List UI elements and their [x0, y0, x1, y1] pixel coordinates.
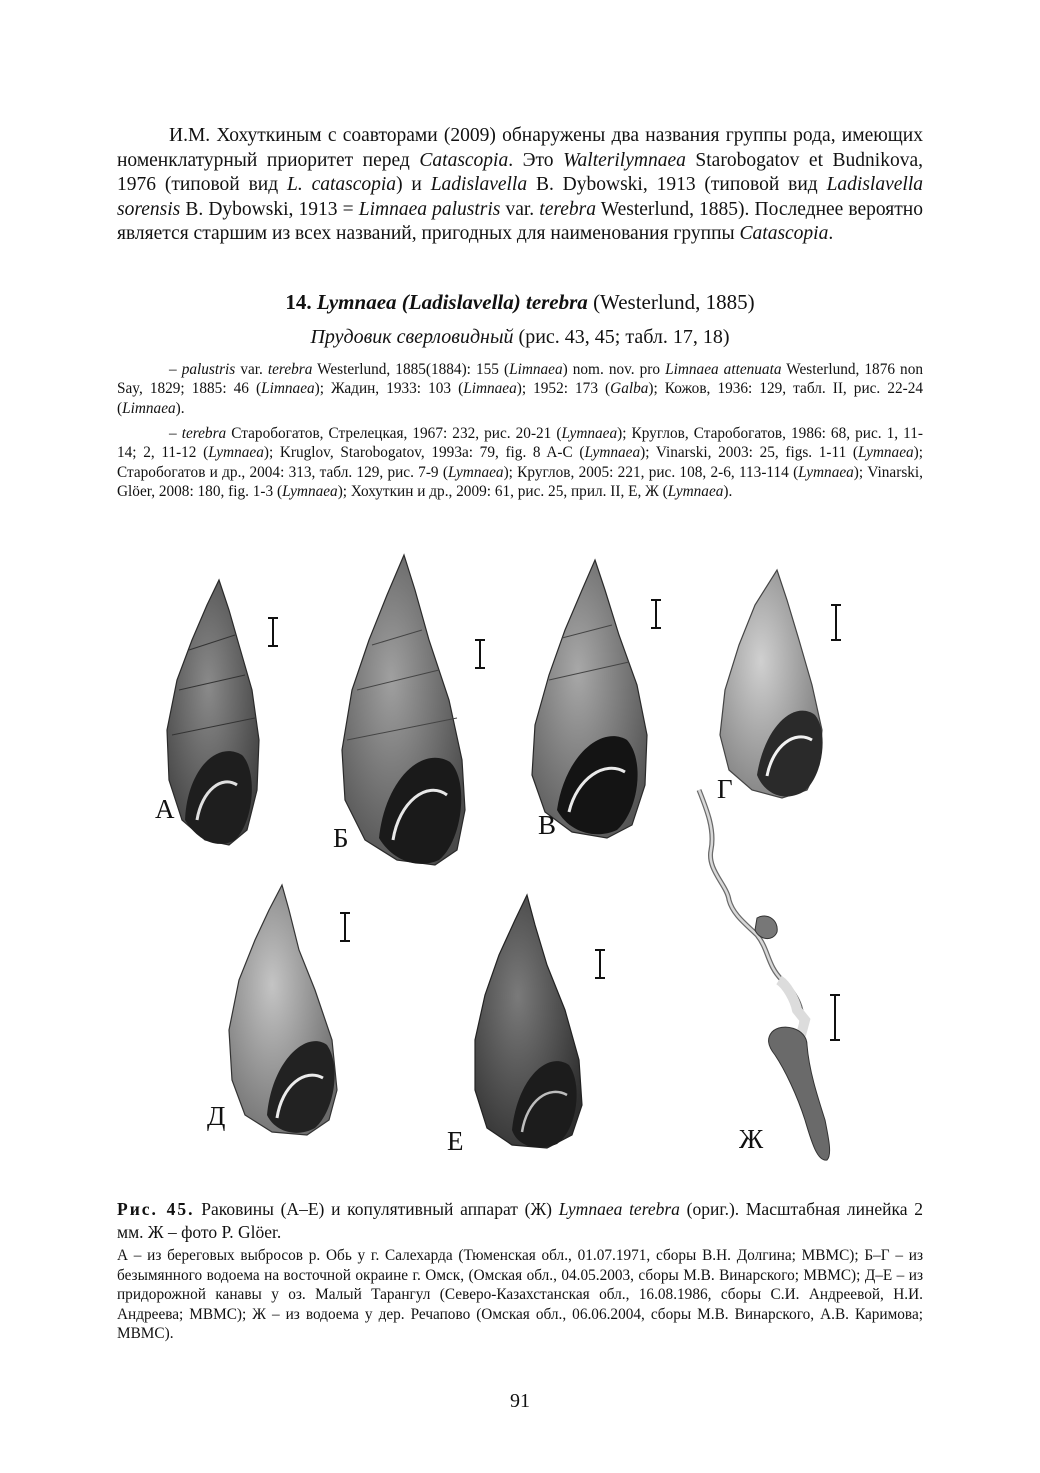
- figure-45: [117, 540, 923, 1190]
- taxon-name: palustris: [181, 361, 236, 378]
- taxon-name: Lymnaea: [208, 444, 264, 462]
- taxon-name: Limnaea: [463, 380, 517, 398]
- taxon-name: terebra: [267, 361, 313, 378]
- figure-material-details: А – из береговых выбросов р. Обь у г. Салехарда (Тюменская обл., 01.07.1971, сборы В.Н. Долгина; МВМС); Б–Г – из безымянного водоема на восточной окраине г. Омск, (Омская обл., 04.05.2003, сборы М.В. Винарского; МВМС); Д–Е – из придорожной канавы у оз. Малый Тарангул (Северо-Казахстанская обл., 16.08.1986, сборы С.И. Андреевой, Н.И. Андреева; МВМС); Ж – из водоема у дер. Речапово (Омская обл., 06.06.2004, сборы М.В. Винарского, А.В. Каримова; МВМС).: [117, 1247, 923, 1342]
- text-run: ) и: [396, 174, 431, 196]
- text-run: Westerlund, 1885(1884): 155 (: [312, 361, 510, 378]
- text-run: ); Старобогатов и др., 2004: 313, табл. 129, рис. 7-9 (: [117, 444, 923, 481]
- species-heading: [0, 290, 1040, 315]
- taxon-name: Lymnaea: [447, 463, 504, 481]
- text-run: И.М. Хохуткиным с соавторами (2009) обнаружены два названия группы рода, имеющих номенклатурный приоритет перед: [117, 125, 923, 171]
- text-run: . Это: [508, 149, 564, 171]
- text-run: ); Жадин, 1933: 103 (: [314, 380, 464, 398]
- shell-e: [475, 895, 582, 1148]
- common-name: Прудовик сверловидный: [310, 326, 514, 348]
- shell-d: [229, 885, 337, 1135]
- synonymy-entry-palustris: [117, 360, 923, 418]
- text-run: Starobogatov et Budnikova, 1976 (типовой вид: [117, 149, 923, 196]
- label-b: Б: [333, 823, 349, 853]
- label-v: В: [538, 810, 557, 840]
- copulatory-apparatus-zh: [699, 790, 830, 1160]
- text-run: ); Кожов, 1936: 129, табл. II, рис. 22-24 (: [117, 380, 924, 417]
- text-run: ); Kruglov, Starobogatov, 1993a: 79, fig. 8 A-C (: [263, 444, 585, 462]
- taxon-name: Limnaea: [122, 399, 176, 417]
- text-run: –: [169, 361, 182, 378]
- label-e: Е: [447, 1126, 464, 1156]
- figure-references: (рис. 43, 45; табл. 17, 18): [518, 326, 730, 348]
- taxon-name: Lymnaea: [667, 483, 724, 501]
- text-run: .: [828, 223, 834, 245]
- text-run: Раковины (А–Е) и копулятивный аппарат (Ж): [194, 1199, 559, 1219]
- scale-bar-b: [475, 640, 485, 668]
- taxon-name: terebra: [539, 198, 596, 220]
- taxon-name: Galba: [610, 380, 649, 398]
- taxon-name: Walterilymnaea: [563, 149, 686, 171]
- taxon-name: Limnaea palustris: [358, 198, 501, 220]
- text-run: ); Хохуткин и др., 2009: 61, рис. 25, прил. II, Е, Ж (: [337, 483, 668, 501]
- text-run: var.: [235, 361, 268, 378]
- synonymy-entry-terebra: [117, 424, 923, 502]
- shell-a: [167, 580, 259, 845]
- text-run: ).: [723, 483, 733, 501]
- text-run: Старобогатов, Стрелецкая, 1967: 232, рис. 20-21 (: [226, 425, 562, 442]
- scale-bar-v: [651, 600, 661, 628]
- species-author: (Westerlund, 1885): [593, 290, 755, 314]
- text-run: B. Dybowski, 1913 (типовой вид: [527, 174, 827, 196]
- figure-caption: [117, 1198, 923, 1244]
- text-run: Westerlund, 1885). Последнее вероятно является старшим из всех названий, пригодных для наименования группы: [117, 198, 923, 245]
- label-d: Д: [207, 1101, 226, 1131]
- species-number: 14.: [285, 290, 312, 314]
- text-run: ); Vinarski, Glöer, 2008: 180, fig. 1-3 (: [117, 463, 923, 501]
- scale-bar-e: [595, 950, 605, 978]
- text-run: var.: [500, 198, 540, 220]
- scale-bar-a: [268, 618, 278, 646]
- taxon-name: terebra: [181, 425, 227, 442]
- text-run: (ориг.). Масштабная линейка 2 мм. Ж – фото P. Glöer.: [117, 1199, 923, 1242]
- text-run: B. Dybowski, 1913 =: [180, 198, 359, 220]
- label-g: Г: [717, 774, 733, 804]
- taxon-name: Lymnaea: [561, 425, 618, 442]
- taxon-name: Limnaea: [509, 361, 563, 378]
- scale-bar-g: [831, 605, 841, 640]
- taxon-name: Limnaea: [261, 380, 315, 398]
- label-a: А: [155, 794, 175, 824]
- taxon-name: Lymnaea terebra: [558, 1199, 680, 1219]
- scale-bar-zh: [830, 995, 840, 1040]
- text-run: Westerlund, 1876 non Say, 1829; 1885: 46 (: [117, 361, 923, 398]
- shell-v: [532, 560, 647, 838]
- page-number: 91: [510, 1390, 530, 1412]
- intro-paragraph: [117, 124, 923, 247]
- text-run: –: [169, 425, 182, 442]
- taxon-name: L. catascopia: [287, 174, 397, 196]
- species-subheading: [0, 326, 1040, 349]
- text-run: ) nom. nov. pro: [562, 361, 666, 378]
- label-zh: Ж: [739, 1124, 764, 1154]
- taxon-name: Lymnaea: [282, 483, 338, 501]
- species-name: Lymnaea (Ladislavella) terebra: [316, 290, 588, 314]
- taxon-name: Lymnaea: [858, 444, 914, 462]
- text-run: ); Vinarski, 2003: 25, figs. 1-11 (: [640, 444, 859, 462]
- taxon-name: Lymnaea: [798, 463, 854, 481]
- shell-b: [342, 555, 465, 865]
- text-run: ).: [175, 399, 185, 417]
- taxon-name: Limnaea attenuata: [665, 361, 782, 378]
- caption-lead: Рис. 45.: [117, 1199, 195, 1219]
- shell-g: [720, 570, 823, 798]
- text-run: ); 1952: 173 (: [516, 380, 611, 398]
- taxon-name: Lymnaea: [584, 444, 641, 462]
- taxon-name: Ladislavella: [430, 174, 528, 196]
- taxon-name: Catascopia: [739, 223, 829, 245]
- text-run: ); Круглов, 2005: 221, рис. 108, 2-6, 113-114 (: [503, 463, 799, 481]
- figure-plate: [117, 540, 923, 1190]
- text-run: ); Круглов, Старобогатов, 1986: 68, рис. 1, 11-14; 2, 11-12 (: [117, 425, 923, 462]
- scale-bar-d: [340, 913, 350, 941]
- taxon-name: Ladislavella sorensis: [117, 174, 923, 220]
- taxon-name: Catascopia: [419, 149, 509, 171]
